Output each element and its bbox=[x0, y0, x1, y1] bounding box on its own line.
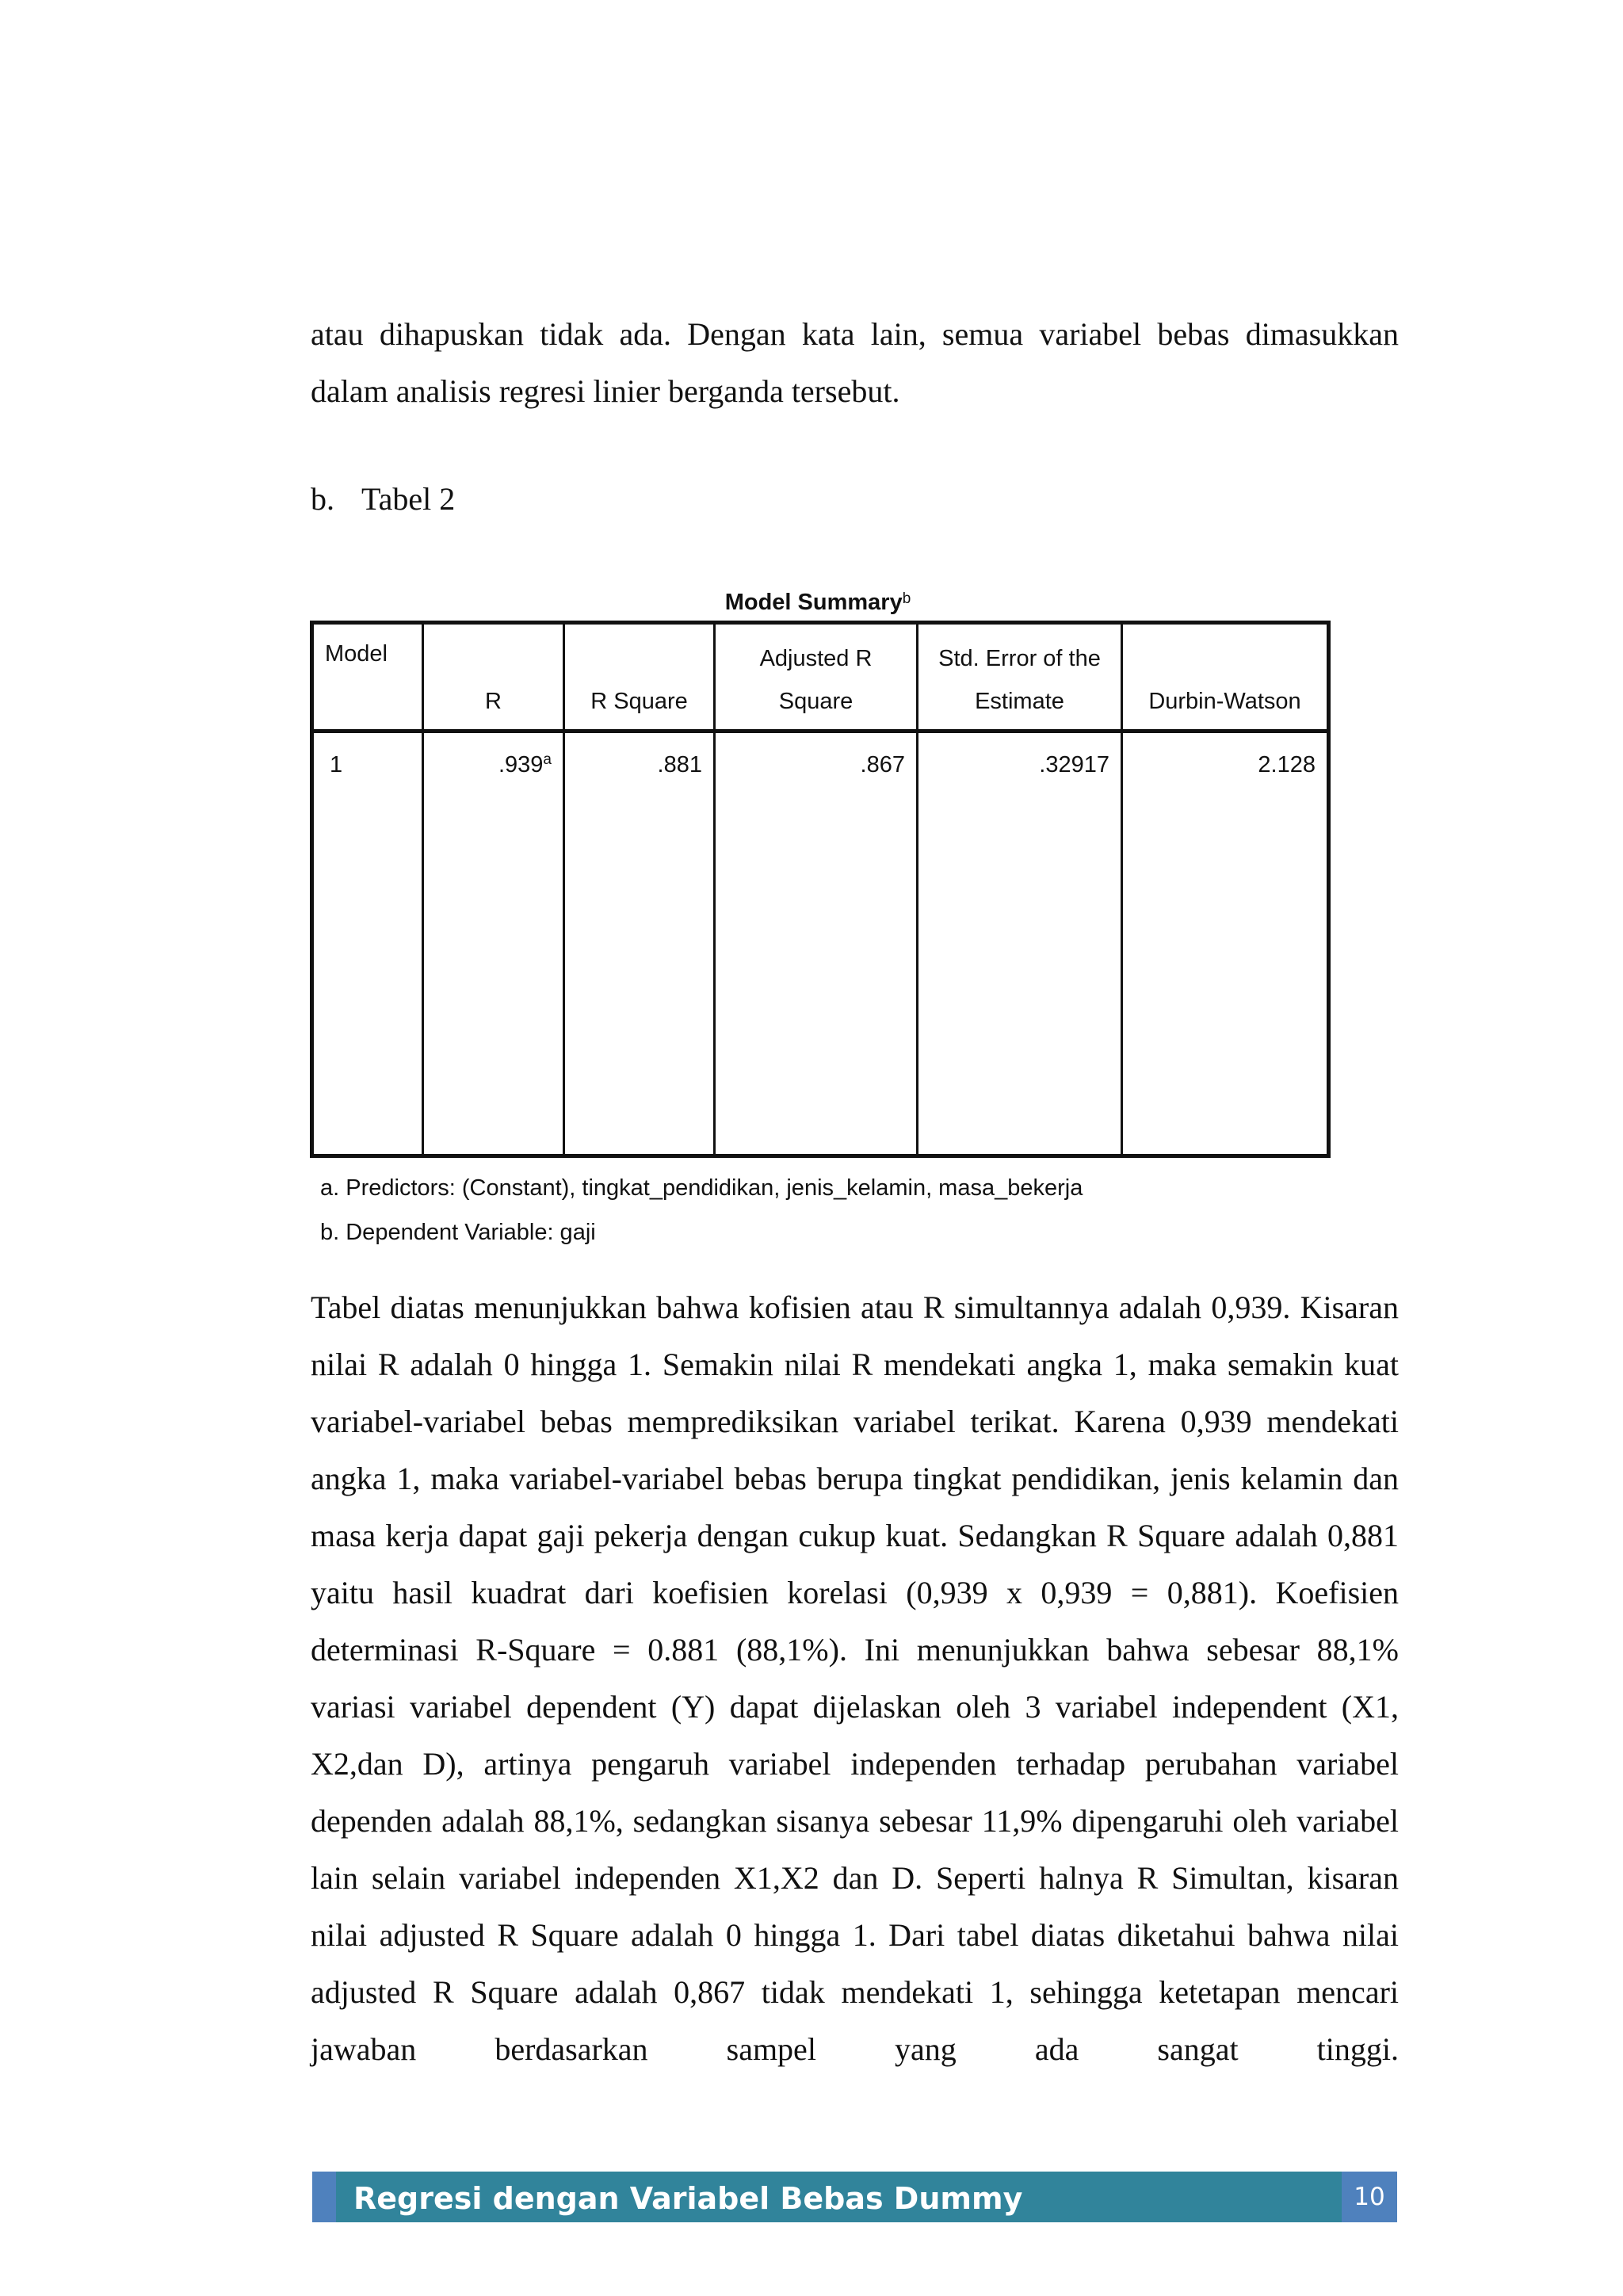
section-number: b. bbox=[311, 481, 334, 517]
header-r-square: R Square bbox=[564, 623, 715, 732]
body-paragraph: Tabel diatas menunjukkan bahwa kofisien atau R simultannya adalah 0,939. Kisaran nilai R adalah 0 hingga 1. Semakin nilai R mendekati angka 1, maka semakin kuat variabel-variabel bebas memprediksikan variabel terikat. Karena 0,939 mendekati angka 1, maka variabel-variabel bebas berupa tingkat pendidikan, jenis kelamin dan masa kerja dapat gaji pekerja dengan cukup kuat. Sedangkan R Square adalah 0,881 yaitu hasil kuadrat dari koefisien korelasi (0,939 x 0,939 = 0,881). Koefisien determinasi R-Square = 0.881 (88,1%). Ini menunjukkan bahwa sebesar 88,1% variasi variabel dependent (Y) dapat dijelaskan oleh 3 variabel independent (X1, X2,dan D), artinya pengaruh variabel independen terhadap perubahan variabel dependen adalah 88,1%, sedangkan sisanya sebesar 11,9% dipengaruhi oleh variabel lain selain variabel independen X1,X2 dan D. Seperti halnya R Simultan, kisaran nilai adjusted R Square adalah 0 hingga 1. Dari tabel diatas diketahui bahwa nilai adjusted R Square adalah 0,867 tidak mendekati 1, sehingga ketetapan mencari jawaban berdasarkan sampel yang ada sangat tinggi. bbox=[311, 1289, 1399, 2067]
cell-r-superscript: a bbox=[543, 751, 552, 768]
section-label: Tabel 2 bbox=[361, 481, 456, 517]
header-adjusted-line2: Square bbox=[778, 689, 854, 714]
header-std-error bbox=[918, 623, 1122, 732]
cell-r bbox=[423, 732, 564, 1156]
header-model: Model bbox=[312, 623, 423, 732]
page-number: 10 bbox=[1354, 2183, 1385, 2211]
header-durbin-watson: Durbin-Watson bbox=[1122, 623, 1329, 732]
footer-accent bbox=[312, 2172, 336, 2222]
cell-r-value: .939 bbox=[498, 752, 544, 777]
cell-std-error: .32917 bbox=[918, 732, 1122, 1156]
cell-model: 1 bbox=[312, 732, 423, 1156]
table-title-text: Model Summary bbox=[724, 590, 903, 615]
intro-paragraph: atau dihapuskan tidak ada. Dengan kata lain, semua variabel bebas dimasukkan dalam analisis regresi linier berganda tersebut. bbox=[311, 316, 1399, 409]
model-summary-table bbox=[310, 621, 1331, 1158]
header-adjusted-r-square bbox=[715, 623, 918, 732]
table-title-superscript: b bbox=[902, 590, 911, 607]
header-std-error-line1: Std. Error of the bbox=[938, 646, 1101, 671]
section-heading bbox=[311, 477, 455, 521]
header-std-error-line2: Estimate bbox=[975, 689, 1064, 714]
cell-r-square: .881 bbox=[564, 732, 715, 1156]
header-adjusted-line1: Adjusted R bbox=[759, 646, 873, 671]
cell-durbin-watson: 2.128 bbox=[1122, 732, 1329, 1156]
table-row bbox=[312, 732, 1329, 1156]
footer-title: Regresi dengan Variabel Bebas Dummy bbox=[353, 2181, 1023, 2216]
table-footnote-b: b. Dependent Variable: gaji bbox=[320, 1220, 596, 1245]
table-footnote-a: a. Predictors: (Constant), tingkat_pendidikan, jenis_kelamin, masa_bekerja bbox=[320, 1175, 1083, 1201]
table-title bbox=[309, 586, 1327, 618]
cell-adjusted-r-square: .867 bbox=[715, 732, 918, 1156]
header-r: R bbox=[423, 623, 564, 732]
table-header-row bbox=[312, 623, 1329, 732]
